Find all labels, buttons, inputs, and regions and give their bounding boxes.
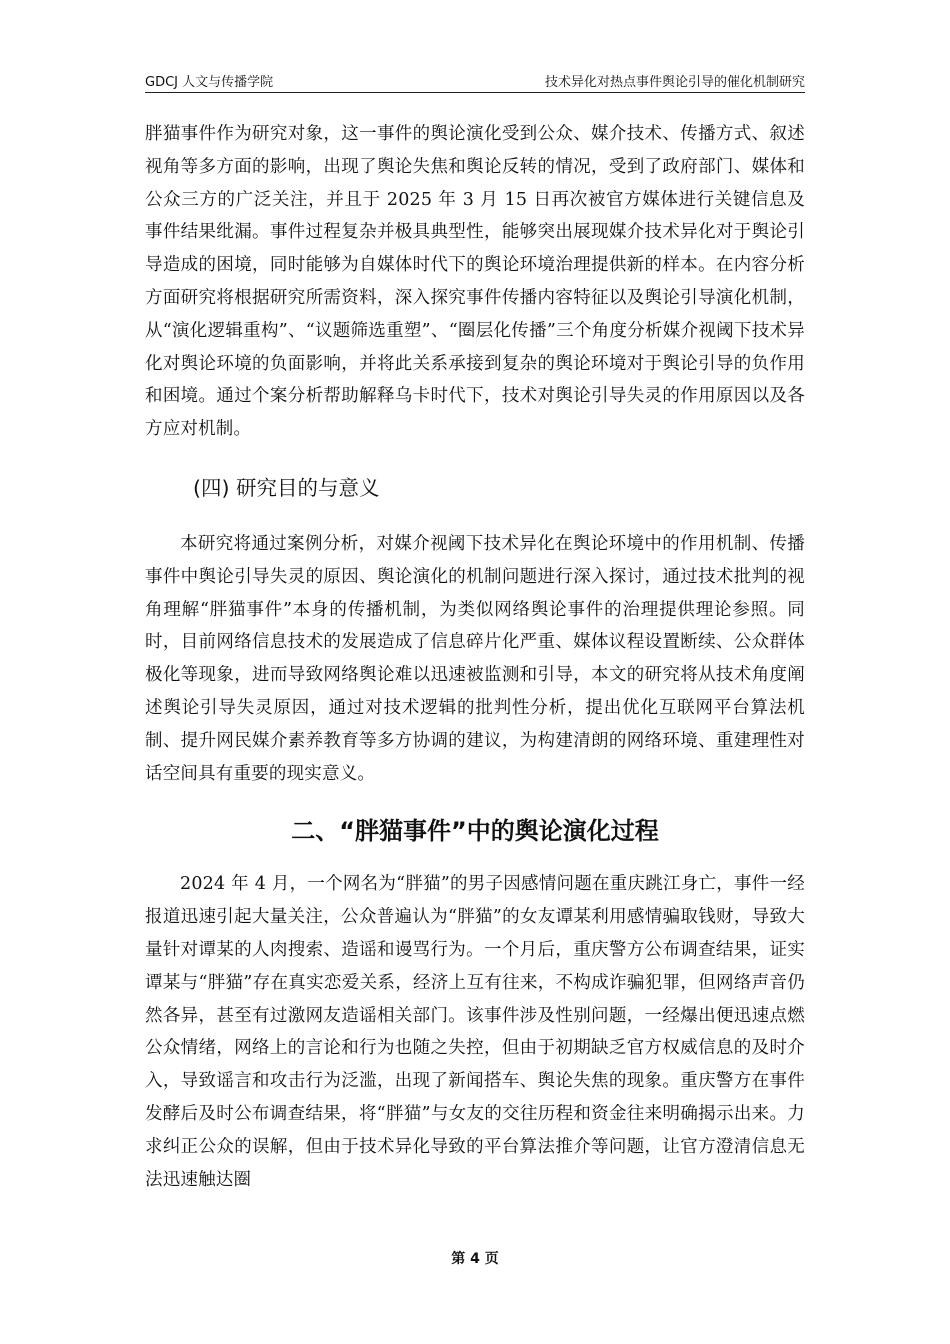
page-header (145, 66, 805, 93)
page-body (145, 118, 805, 1196)
header-institution: GDCJ 人文与传播学院 (145, 75, 274, 90)
body-paragraph-purpose: 本研究将通过案例分析，对媒介视阈下技术异化在舆论环境中的作用机制、传播事件中舆论引导失灵的原因、舆论演化的机制问题进行深入探讨，通过技术批判的视角理解“胖猫事件”本身的传播机制，为类似网络舆论事件的治理提供理论参照。同时，目前网络信息技术的发展造成了信息碎片化严重、媒体议程设置断续、公众群体极化等现象，进而导致网络舆论难以迅速被监测和引导，本文的研究将从技术角度阐述舆论引导失灵原因，通过对技术逻辑的批判性分析，提出优化互联网平台算法机制、提升网民媒介素养教育等多方协调的建议，为构建清朗的网络环境、重建理性对话空间具有重要的现实意义。 (145, 533, 805, 784)
header-paper-title: 技术异化对热点事件舆论引导的催化机制研究 (544, 75, 805, 90)
body-paragraph-continued: 胖猫事件作为研究对象，这一事件的舆论演化受到公众、媒介技术、传播方式、叙述视角等多方面的影响，出现了舆论失焦和舆论反转的情况，受到了政府部门、媒体和公众三方的广泛关注，并且于 2025 年 3 月 15 日再次被官方媒体进行关键信息及事件结果纰漏。事件过程复杂并极具典型性，能够突出展现媒介技术异化对于舆论引导造成的困境，同时能够为自媒体时代下的舆论环境治理提供新的样本。在内容分析方面研究将根据研究所需资料，深入探究事件传播内容特征以及舆论引导演化机制，从“演化逻辑重构”、“议题筛选重塑”、“圈层化传播”三个角度分析媒介视阈下技术异化对舆论环境的负面影响，并将此关系承接到复杂的舆论环境对于舆论引导的负作用和困境。通过个案分析帮助解释乌卡时代下，技术对舆论引导失灵的作用原因以及各方应对机制。 (145, 124, 805, 440)
section-subheading: (四) 研究目的与意义 (193, 475, 380, 500)
body-paragraph-event: 2024 年 4 月，一个网名为“胖猫”的男子因感情问题在重庆跳江身亡，事件一经报道迅速引起大量关注，公众普遍认为“胖猫”的女友谭某利用感情骗取钱财，导致大量针对谭某的人肉搜索、造谣和谩骂行为。一个月后，重庆警方公布调查结果，证实谭某与“胖猫”存在真实恋爱关系，经济上互有往来，不构成诈骗犯罪，但网络声音仍然各异，甚至有过激网友造谣相关部门。该事件涉及性别问题，一经爆出便迅速点燃公众情绪，网络上的言论和行为也随之失控，但由于初期缺乏官方权威信息的及时介入，导致谣言和攻击行为泛滥，出现了新闻搭车、舆论失焦的现象。重庆警方在事件发酵后及时公布调查结果，将“胖猫”与女友的交往历程和资金往来明确揭示出来。力求纠正公众的误解，但由于技术异化导致的平台算法推介等问题，让官方澄清信息无法迅速触达圈 (145, 874, 805, 1190)
page-number: 第 4 页 (451, 1251, 499, 1267)
chapter-heading: 二、“胖猫事件”中的舆论演化过程 (291, 817, 659, 846)
